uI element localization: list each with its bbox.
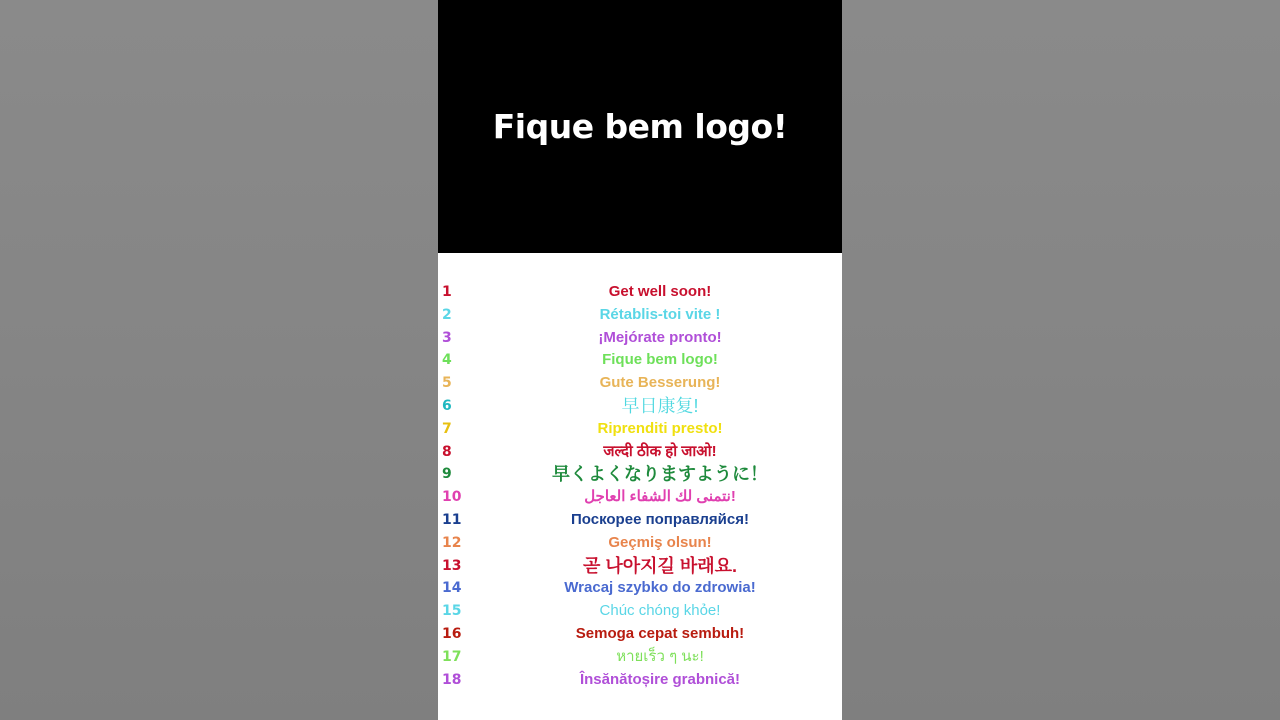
- item-number: 17: [442, 648, 462, 665]
- item-number: 18: [442, 671, 462, 688]
- list-item: [438, 349, 842, 372]
- list-item: [438, 463, 842, 486]
- item-number: 11: [442, 511, 462, 528]
- list-item: [438, 532, 842, 555]
- list-item: [438, 372, 842, 395]
- item-phrase: หายเร็ว ๆ นะ!: [616, 647, 704, 665]
- list-item: [438, 577, 842, 600]
- list-item: [438, 669, 842, 692]
- item-number: 4: [442, 352, 452, 369]
- item-number: 5: [442, 375, 452, 392]
- banner-title: Fique bem logo!: [492, 107, 788, 146]
- item-phrase: Geçmiş olsun!: [608, 533, 712, 551]
- list-item: [438, 304, 842, 327]
- item-number: 3: [442, 329, 452, 346]
- list-item: [438, 623, 842, 646]
- item-phrase: Chúc chóng khỏe!: [599, 602, 721, 620]
- item-number: 6: [442, 397, 452, 414]
- phrase-list: [438, 281, 842, 691]
- item-number: 1: [442, 284, 452, 300]
- item-phrase: ¡Mejórate pronto!: [598, 328, 722, 346]
- item-phrase: 곧 나아지길 바래요.: [582, 555, 738, 576]
- item-number: 15: [442, 603, 462, 620]
- list-item: [438, 600, 842, 623]
- item-phrase: نتمنى لك الشفاء العاجل!: [584, 488, 736, 506]
- list-item: [438, 395, 842, 418]
- item-number: 8: [442, 443, 452, 460]
- item-phrase: 早くよくなりますように！: [552, 464, 768, 485]
- item-phrase: Rétablis-toi vite !: [599, 305, 721, 323]
- background-right: [842, 0, 1280, 720]
- list-item: [438, 441, 842, 464]
- background-left: [0, 0, 438, 720]
- item-phrase: Fique bem logo!: [602, 351, 718, 369]
- list-item: [438, 327, 842, 350]
- item-number: 13: [442, 557, 462, 574]
- item-phrase: Însănătoșire grabnică!: [579, 670, 741, 688]
- item-number: 7: [442, 420, 452, 437]
- item-number: 9: [442, 466, 452, 483]
- item-number: 2: [442, 306, 452, 323]
- list-item: [438, 509, 842, 532]
- item-phrase: 早日康复!: [621, 395, 699, 416]
- list-item: [438, 486, 842, 509]
- item-number: 10: [442, 489, 462, 506]
- video-frame: [438, 0, 842, 720]
- list-item: [438, 555, 842, 578]
- title-banner: [438, 0, 842, 253]
- item-phrase: Gute Besserung!: [599, 374, 721, 392]
- item-phrase: Riprenditi presto!: [597, 419, 723, 437]
- item-number: 14: [442, 580, 462, 597]
- item-number: 12: [442, 534, 462, 551]
- item-number: 16: [442, 625, 462, 642]
- list-item: [438, 281, 842, 304]
- list-item: [438, 418, 842, 441]
- item-phrase: Wracaj szybko do zdrowia!: [564, 579, 756, 597]
- item-phrase: जल्दी ठीक हो जाओ!: [603, 442, 717, 460]
- item-phrase: Поскорее поправляйся!: [571, 510, 749, 528]
- item-phrase: Semoga cepat sembuh!: [575, 624, 745, 642]
- item-phrase: Get well soon!: [608, 283, 712, 300]
- list-item: [438, 646, 842, 669]
